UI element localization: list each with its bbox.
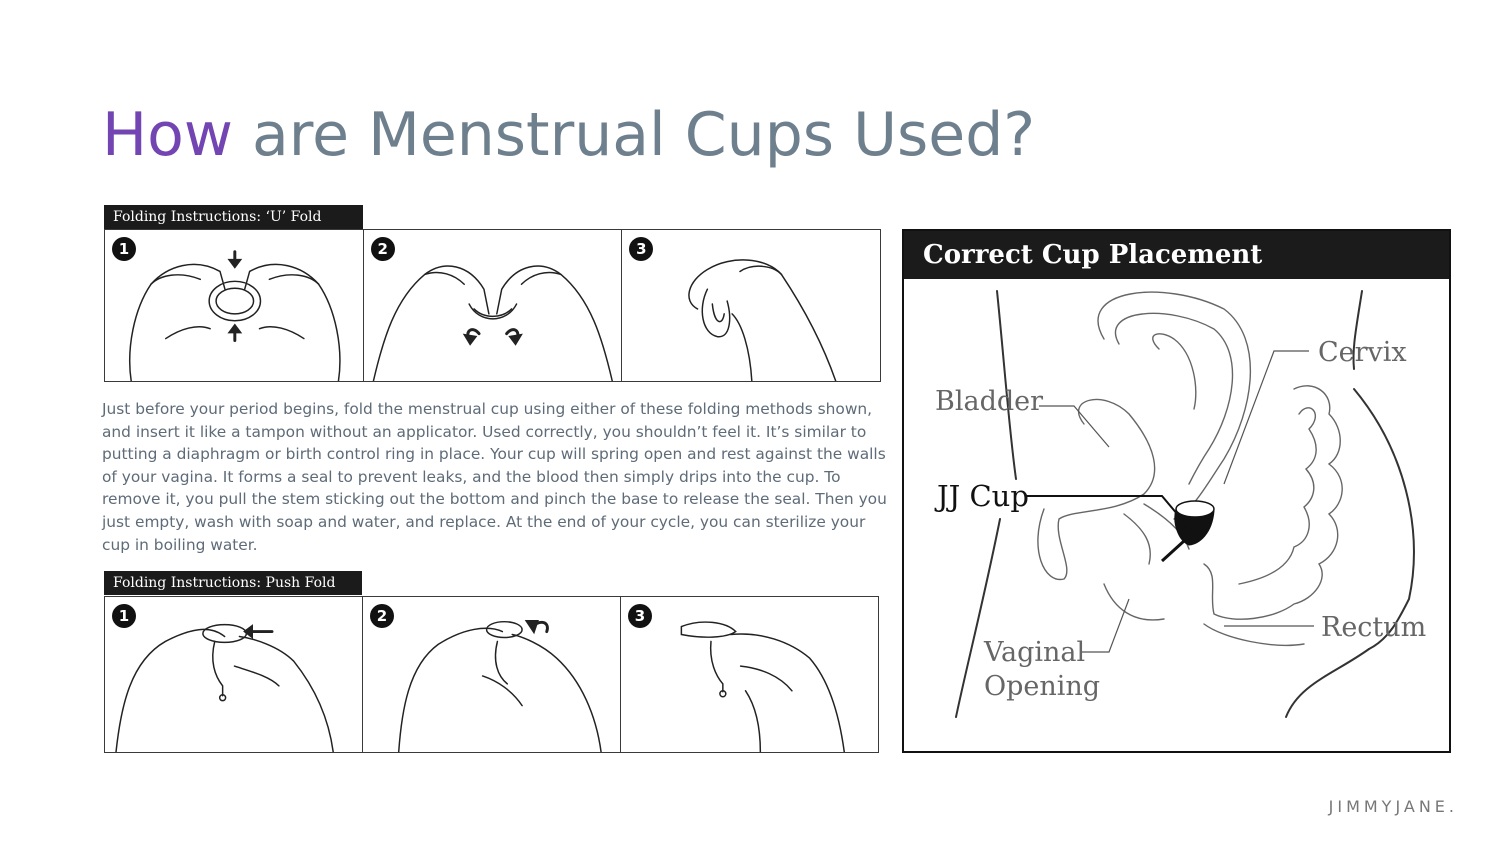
- hand-folded-cup-illustration: [622, 230, 880, 381]
- hand-pushed-cup-illustration: [621, 597, 878, 752]
- hands-pinch-illustration: [105, 230, 363, 381]
- hand-fold-over-illustration: [363, 597, 620, 752]
- placement-title: Correct Cup Placement: [904, 231, 1449, 279]
- step-number: 1: [112, 604, 136, 628]
- step-number: 2: [370, 604, 394, 628]
- label-opening: Opening: [984, 671, 1101, 702]
- u-fold-strip: [104, 229, 881, 382]
- hand-push-illustration: [105, 597, 362, 752]
- u-fold-step-3: [622, 230, 880, 381]
- usage-description: Just before your period begins, fold the menstrual cup using either of these folding methods shown, and insert it like a tampon without an applicator. Used correctly, you shouldn’t feel it. It’s similar to putting a diaphragm or birth control ring in place. Your cup will spring open and rest against the walls of your vagina. It forms a seal to prevent leaks, and the blood then simply drips into the cup. To remove it, you pull the stem sticking out the bottom and pinch the base to release the seal. Then you just empty, wash with soap and water, and replace. At the end of your cycle, you can sterilize your cup in boiling water.: [102, 400, 887, 554]
- u-fold-label: Folding Instructions: ‘U’ Fold: [104, 205, 363, 229]
- step-number: 3: [629, 237, 653, 261]
- title-accent: How: [102, 100, 233, 170]
- label-cervix: Cervix: [1318, 337, 1407, 368]
- push-fold-step-2: [363, 597, 621, 752]
- push-fold-label: Folding Instructions: Push Fold: [104, 571, 362, 595]
- cup-placement-panel: [902, 229, 1451, 753]
- label-rectum: Rectum: [1321, 612, 1427, 643]
- anatomy-diagram: [904, 279, 1449, 751]
- page-title: [102, 100, 1035, 170]
- brand-logo: JIMMYJANE.: [1328, 797, 1458, 816]
- u-fold-step-1: [105, 230, 364, 381]
- title-rest: are Menstrual Cups Used?: [232, 100, 1036, 170]
- hands-u-fold-illustration: [364, 230, 622, 381]
- label-bladder: Bladder: [935, 386, 1044, 417]
- step-number: 3: [628, 604, 652, 628]
- step-number: 1: [112, 237, 136, 261]
- label-vaginal: Vaginal: [984, 637, 1086, 668]
- push-fold-strip: [104, 596, 879, 753]
- step-number: 2: [371, 237, 395, 261]
- u-fold-step-2: [364, 230, 623, 381]
- push-fold-step-3: [621, 597, 878, 752]
- label-jj-cup: JJ Cup: [937, 479, 1029, 513]
- push-fold-step-1: [105, 597, 363, 752]
